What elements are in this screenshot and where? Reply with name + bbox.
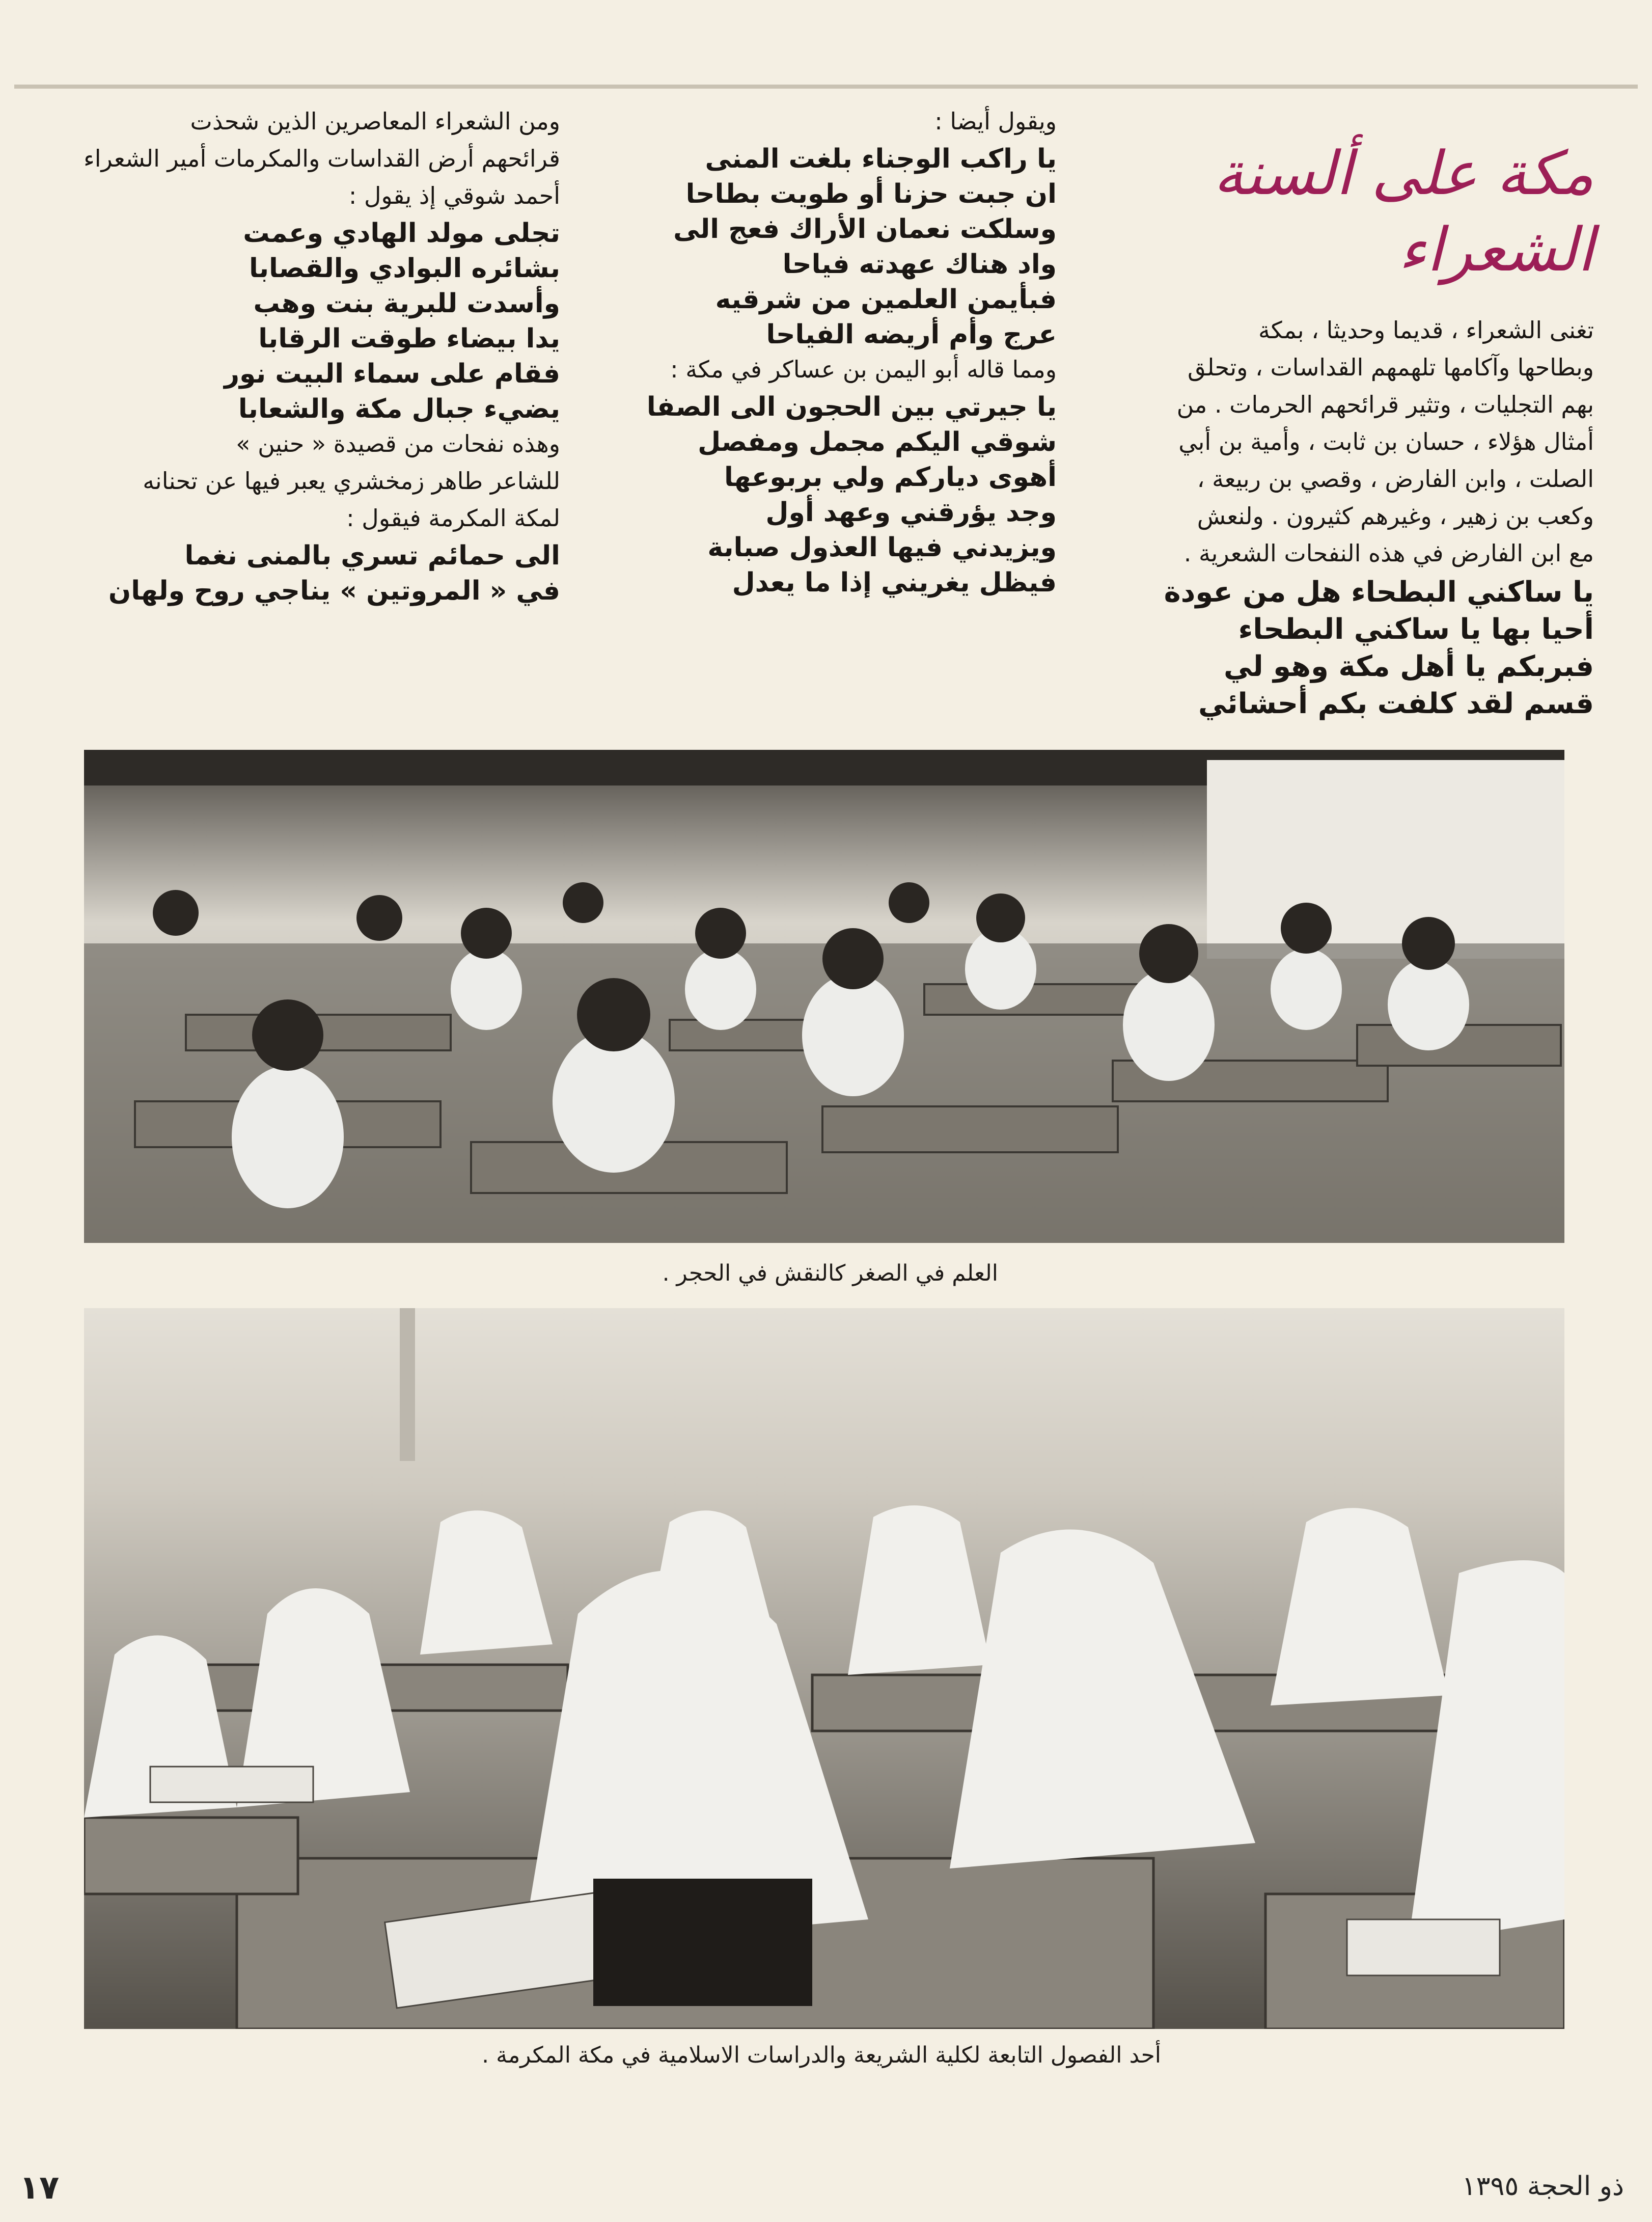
top-rule: [14, 85, 1638, 89]
verse-line: الى حمائم تسري بالمنى نغما: [184, 540, 560, 571]
verse-line: فبأيمن العلمين من شرقيه: [715, 284, 1057, 315]
verse-line: يا ساكني البطحاء هل من عودة: [1164, 576, 1594, 609]
verse-line: وجد يؤرقني وعهد أول: [765, 497, 1057, 528]
verse-line: فيظل يغريني إذا ما يعدل: [732, 567, 1057, 598]
page-number: ١٧: [19, 2169, 60, 2207]
intro-line: وهذه نفحات من قصيدة « حنين »: [236, 430, 560, 457]
photo-sharia-college-classroom: [84, 1308, 1564, 2029]
prose-line: وكعب بن زهير ، وغيرهم كثيرون . ولنعش: [1197, 502, 1594, 530]
verse-line: ان جبت حزنا أو طويت بطاحا: [685, 179, 1057, 209]
prose-line: مع ابن الفارض في هذه النفحات الشعرية .: [1183, 539, 1594, 567]
verse-line: يا جيرتي بين الحجون الى الصفا: [646, 392, 1057, 422]
verse-line: وأسدت للبرية بنت وهب: [253, 288, 560, 319]
verse-line: يضيء جبال مكة والشعابا: [238, 394, 560, 424]
intro-line: ويقول أيضا :: [934, 107, 1057, 135]
verse-line: أحيا بها يا ساكني البطحاء: [1238, 613, 1594, 646]
prose-line: وبطاحها وآكامها تلهمهم القداسات ، وتحلق: [1188, 354, 1594, 381]
article-column-middle: [583, 104, 1057, 601]
photo-young-students-classroom: [84, 750, 1564, 1243]
verse-line: قسم لقد كلفت بكم أحشائي: [1198, 687, 1594, 720]
verse-line: وسلكت نعمان الأراك فعج الى: [673, 214, 1057, 245]
intro-line: ومما قاله أبو اليمن بن عساكر في مكة :: [670, 356, 1057, 383]
prose-line: الصلت ، وابن الفارض ، وقصي بن ربيعة ،: [1197, 465, 1594, 493]
intro-line: ومن الشعراء المعاصرين الذين شحذت: [190, 107, 560, 135]
verse-line: فبربكم يا أهل مكة وهو لي: [1223, 650, 1594, 683]
verse-line: ويزيدني فيها العذول صبابة: [707, 532, 1057, 563]
intro-line: للشاعر طاهر زمخشري يعبر فيها عن تحنانه: [143, 467, 560, 495]
verse-line: فقام على سماء البيت نور: [224, 359, 560, 389]
prose-line: تغنى الشعراء ، قديما وحديثا ، بمكة: [1258, 316, 1594, 344]
verse-line: واد هناك عهدته فياحا: [782, 249, 1057, 280]
intro-line: قرائحهم أرض القداسات والمكرمات أمير الشعراء: [84, 145, 560, 172]
verse-line: عرج وأم أريضه الفياحا: [766, 319, 1057, 350]
article-title: مكة على ألسنة الشعراء: [1213, 138, 1594, 285]
classroom-photo-illustration: [84, 750, 1564, 1243]
verse-line: في « المروتين » يناجي روح ولهان: [108, 576, 560, 606]
prose-line: بهم التجليات ، وتثير قرائحهم الحرمات . من: [1176, 391, 1594, 418]
verse-line: تجلى مولد الهادي وعمت: [243, 218, 560, 249]
verse-line: يدا بيضاء طوقت الرقابا: [258, 323, 560, 354]
intro-line: أحمد شوقي إذ يقول :: [348, 182, 560, 209]
article-column-right: [1085, 104, 1594, 722]
photo-caption: العلم في الصغر كالنقش في الحجر .: [662, 1260, 998, 1286]
verse-line: أهوى دياركم ولي بربوعها: [724, 462, 1057, 493]
photo-caption: أحد الفصول التابعة لكلية الشريعة والدراسات الاسلامية في مكة المكرمة .: [482, 2042, 1161, 2068]
article-column-left: [76, 104, 560, 609]
verse-line: بشائره البوادي والقصابا: [249, 253, 560, 284]
verse-line: يا راكب الوجناء بلغت المنى: [705, 144, 1057, 174]
verse-line: شوقي اليكم مجمل ومفصل: [698, 427, 1057, 457]
college-classroom-photo-illustration: [84, 1308, 1564, 2029]
issue-date: ذو الحجة ١٣٩٥: [1462, 2171, 1624, 2202]
prose-line: أمثال هؤلاء ، حسان بن ثابت ، وأمية بن أبي: [1178, 428, 1594, 455]
intro-line: لمكة المكرمة فيقول :: [346, 504, 560, 532]
